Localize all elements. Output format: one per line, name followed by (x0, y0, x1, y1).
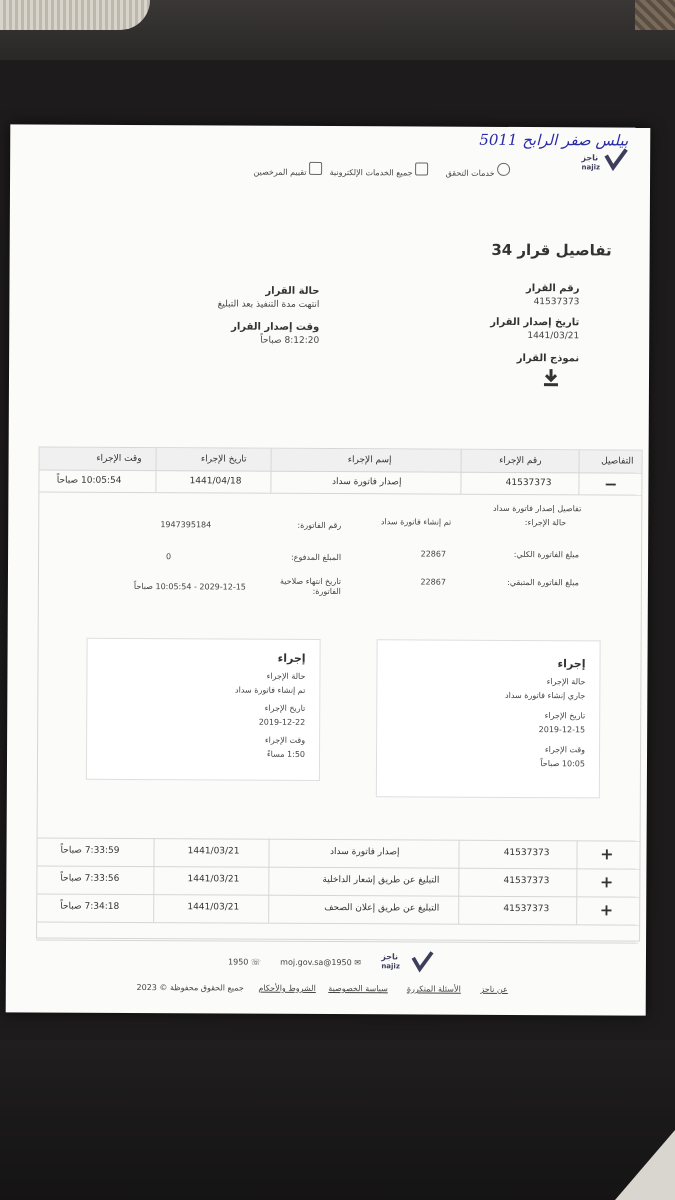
header-action-number: رقم الإجراء (499, 455, 542, 467)
card-title: إجراء (557, 657, 586, 671)
email-text: 1950@moj.gov.sa (280, 957, 352, 968)
details-invoice-label: رقم الفاتورة: (297, 520, 342, 531)
col-divider (270, 449, 271, 493)
card-status-label: حالة الإجراء (266, 671, 306, 681)
expand-toggle[interactable]: + (599, 872, 614, 892)
details-invoice-value: 1947395184 (160, 520, 212, 530)
background-rug (635, 0, 675, 30)
row-name: إصدار فاتورة سداد (330, 847, 400, 858)
download-decision-button[interactable] (541, 367, 561, 391)
logo-wordmark-latin: najiz (581, 163, 601, 172)
row-number: 41537373 (503, 903, 550, 915)
card-status-label: حالة الإجراء (546, 677, 586, 687)
details-status-label: حالة الإجراء: (524, 518, 567, 528)
col-divider (458, 840, 459, 924)
row-date: 1441/03/21 (187, 846, 240, 857)
card-date-label: تاريخ الإجراء (264, 703, 306, 713)
nav-label: خدمات التحقق (445, 168, 495, 178)
actions-table (36, 446, 643, 941)
header-action-time: وقت الإجراء (96, 453, 142, 465)
details-paid-label: المبلغ المدفوع: (290, 552, 342, 563)
nav-licensees[interactable] (253, 162, 322, 177)
decision-time-label: وقت إصدار القرار (231, 321, 320, 333)
handwritten-note: بيلس صفر الرابح 5011 (479, 130, 629, 150)
phone-icon: ☏ (250, 957, 261, 967)
card-time-value: 1:50 مساءً (266, 749, 306, 759)
nav-label: تقييم المرخصين (253, 167, 307, 177)
col-divider (576, 840, 577, 924)
details-status-value: تم إنشاء فاتورة سداد (380, 517, 452, 527)
row-name: التبليغ عن طريق إعلان الصحف (324, 902, 440, 914)
details-remaining-label: مبلغ الفاتورة المتبقي: (507, 577, 579, 588)
card-time-label: وقت الإجراء (264, 735, 306, 745)
logo-wordmark: ناجز (581, 153, 599, 163)
action-card (86, 638, 321, 781)
row-divider (38, 837, 640, 841)
document-icon (309, 162, 322, 175)
nav-all-eservices[interactable] (330, 162, 428, 178)
footer-logo[interactable] (400, 948, 434, 982)
decision-status-label: حالة القرار (265, 285, 320, 297)
details-expiry-label: تاريخ انتهاء صلاحية (279, 576, 341, 587)
card-title: إجراء (277, 651, 306, 665)
card-date-value: 2019-12-15 (538, 725, 586, 735)
row-divider (37, 893, 639, 897)
card-status-value: تم إنشاء فاتورة سداد (235, 685, 306, 695)
col-divider (268, 839, 269, 923)
row-name: إصدار فاتورة سداد (331, 477, 402, 488)
row-number: 41537373 (505, 477, 552, 489)
phone-text: 1950 (228, 957, 249, 967)
header-action-name: إسم الإجراء (347, 455, 392, 466)
globe-icon (497, 163, 510, 176)
details-remaining-value: 22867 (420, 577, 446, 587)
details-total-value: 22867 (420, 549, 447, 559)
grid-icon (415, 162, 428, 175)
details-paid-value: 0 (165, 552, 172, 562)
row-time: 7:33:56 صباحاً (60, 873, 120, 884)
row-time: 10:05:54 صباحاً (56, 475, 122, 486)
col-divider (578, 450, 579, 494)
decision-model-label: نموذج القرار (516, 352, 580, 365)
row-date: 1441/03/21 (187, 874, 240, 885)
printed-page (6, 124, 651, 1015)
action-card (376, 639, 601, 798)
row-number: 41537373 (503, 847, 550, 859)
details-total-label: مبلغ الفاتورة الكلي: (513, 549, 580, 560)
details-expiry-label-2: الفاتورة: (312, 586, 341, 597)
row-date: 1441/04/18 (189, 476, 242, 487)
footer-phone[interactable] (228, 957, 261, 966)
footer-link-about[interactable]: عن ناجز (480, 984, 508, 994)
footer-copyright: جميع الحقوق محفوظة © 2023 (136, 983, 244, 993)
footer-link-terms[interactable]: الشروط والأحكام (258, 983, 316, 993)
footer-link-faq[interactable]: الأسئلة المتكررة (406, 984, 461, 994)
row-divider (37, 865, 639, 869)
footer-link-privacy[interactable]: سياسة الخصوصية (328, 984, 388, 994)
nav-label: جميع الخدمات الإلكترونية (329, 168, 413, 178)
header-details: التفاصيل (601, 456, 634, 467)
card-time-value: 10:05 صباحاً (540, 759, 586, 769)
decision-number-label: رقم القرار (526, 283, 580, 295)
decision-time-value: 8:12:20 صباحاً (260, 335, 320, 346)
footer-wordmark-latin: najiz (381, 962, 400, 971)
background-table (0, 1040, 675, 1200)
expand-toggle[interactable]: + (599, 900, 614, 920)
mail-icon: ✉ (354, 958, 361, 968)
decision-status-value: انتهت مدة التنفيذ بعد التبليغ (217, 299, 320, 310)
row-time: 7:34:18 صباحاً (60, 901, 120, 912)
decision-date-value: 1441/03/21 (527, 331, 580, 342)
footer-wordmark: ناجز (381, 952, 398, 962)
col-divider (460, 450, 461, 494)
decision-date-label: تاريخ إصدار القرار (490, 316, 580, 329)
expand-toggle[interactable]: + (600, 844, 614, 864)
card-status-value: جاري إنشاء فاتورة سداد (505, 690, 586, 701)
card-time-label: وقت الإجراء (544, 745, 586, 755)
collapse-toggle[interactable]: − (603, 474, 618, 494)
col-divider (155, 448, 156, 492)
decision-number-value: 41537373 (533, 297, 580, 308)
row-divider (39, 491, 641, 495)
background-fur (0, 0, 150, 30)
row-time: 7:33:59 صباحاً (60, 845, 120, 856)
row-divider (37, 921, 639, 925)
nav-verification-services[interactable] (446, 163, 511, 178)
details-expiry-value: 2029-12-15 - 10:05:54 صباحاً (133, 581, 246, 592)
footer-email[interactable] (280, 958, 361, 967)
download-icon (541, 367, 561, 387)
details-heading: تفاصيل إصدار فاتورة سداد (493, 503, 582, 514)
card-date-label: تاريخ الإجراء (544, 711, 586, 721)
row-number: 41537373 (503, 875, 550, 887)
col-divider (153, 838, 154, 922)
page-title: تفاصيل قرار 34 (491, 240, 612, 260)
header-action-date: تاريخ الإجراء (200, 454, 247, 465)
row-date: 1441/03/21 (187, 902, 240, 913)
row-name: التبليغ عن طريق إشعار الداخلية (322, 874, 440, 886)
checkmark-logo-icon (400, 948, 434, 978)
card-date-value: 2019-12-22 (258, 717, 306, 727)
